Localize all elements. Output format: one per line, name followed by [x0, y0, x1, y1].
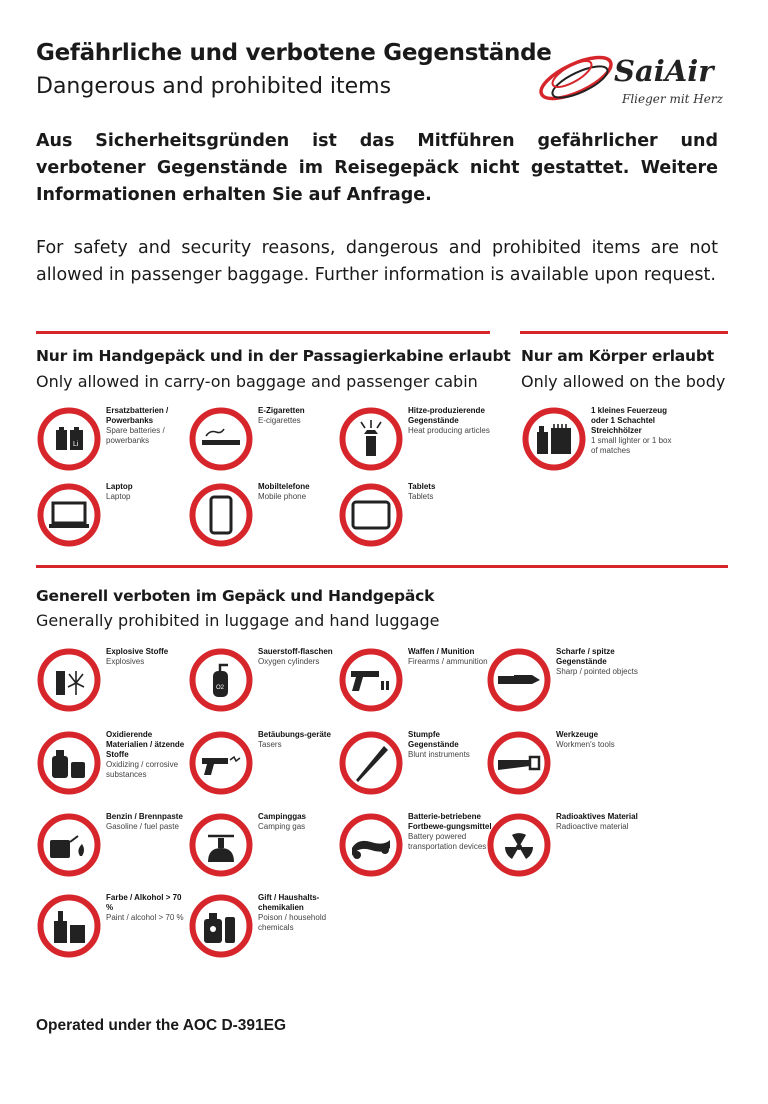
- item-label-de: Explosive Stoffe: [106, 647, 169, 656]
- item-label-en: Poison / household chemicals: [258, 913, 327, 932]
- item-label-de: Mobiltelefone: [258, 482, 310, 491]
- heat-device-icon: [338, 406, 404, 472]
- hoverboard-icon: [338, 812, 404, 878]
- item-label-de: Werkzeuge: [556, 730, 599, 739]
- item-label-en: Battery powered transportation devices: [408, 832, 487, 851]
- firearm-icon: [338, 647, 404, 713]
- tablet-icon: [338, 482, 404, 548]
- item-label-de: Batterie-betriebene Fortbewe-gungsmittel: [408, 812, 492, 831]
- svg-text:Li: Li: [73, 441, 79, 448]
- saw-icon: [486, 730, 552, 796]
- item-gasoline: [36, 812, 186, 884]
- item-mobile-phone: [188, 482, 338, 554]
- item-label-en: 1 small lighter or 1 box of matches: [591, 436, 672, 455]
- section-divider: [36, 565, 728, 568]
- item-label-en: Tablets: [408, 492, 434, 501]
- item-label-en: E-cigarettes: [258, 416, 301, 425]
- item-label-en: Workmen's tools: [556, 740, 615, 749]
- item-label-de: Stumpfe Gegenstände: [408, 730, 459, 749]
- item-label-de: Ersatzbatterien / Powerbanks: [106, 406, 169, 425]
- saiair-logo: [536, 48, 736, 118]
- carry-on-title-en: Only allowed in carry-on baggage and passenger cabin: [36, 372, 478, 391]
- page-title-de: Gefährliche und verbotene Gegenstände: [36, 40, 552, 66]
- brand-name: SaiAir: [614, 54, 714, 88]
- body-only-title-en: Only allowed on the body: [521, 372, 726, 391]
- bat-icon: [338, 730, 404, 796]
- prohibited-title-en: Generally prohibited in luggage and hand luggage: [36, 611, 440, 630]
- oxygen-cylinder-icon: [188, 647, 254, 713]
- mobile-phone-icon: [188, 482, 254, 548]
- item-label-de: Gift / Haushalts-chemikalien: [258, 893, 320, 912]
- item-label-en: Laptop: [106, 492, 131, 501]
- intro-text-en: For safety and security reasons, dangerous and prohibited items are not allowed in passenger baggage. Further information is available upon request.: [36, 238, 718, 285]
- battery-icon: [36, 406, 102, 472]
- item-label-en: Paint / alcohol > 70 %: [106, 913, 184, 922]
- section-divider: [520, 331, 728, 334]
- item-label-de: Betäubungs-geräte: [258, 730, 331, 739]
- item-workmens-tools: [486, 730, 636, 802]
- body-only-title-de: Nur am Körper erlaubt: [521, 347, 715, 365]
- item-label-en: Firearms / ammunition: [408, 657, 488, 666]
- item-label-de: Radioaktives Material: [556, 812, 638, 821]
- item-poison: [188, 893, 338, 965]
- camping-gas-icon: [188, 812, 254, 878]
- item-label-de: Oxidierende Materialien / ätzende Stoffe: [106, 730, 185, 759]
- poison-icon: [188, 893, 254, 959]
- item-label-en: Explosives: [106, 657, 145, 666]
- item-label-en: Oxidizing / corrosive substances: [106, 760, 179, 779]
- item-label-en: Blunt instruments: [408, 750, 470, 759]
- footer-aoc: Operated under the AOC D-391EG: [36, 1017, 287, 1034]
- item-sharp-objects: [486, 647, 636, 719]
- item-corrosive: [36, 730, 186, 802]
- item-label-de: Hitze-produzierende Gegenstände: [408, 406, 485, 425]
- item-explosives: [36, 647, 186, 719]
- item-label-de: Sauerstoff-flaschen: [258, 647, 333, 656]
- item-oxygen-cylinders: [188, 647, 338, 719]
- item-label-de: Benzin / Brennpaste: [106, 812, 183, 821]
- item-label-de: Laptop: [106, 482, 133, 491]
- radioactive-icon: [486, 812, 552, 878]
- explosives-icon: [36, 647, 102, 713]
- brand-tagline: Flieger mit Herz: [622, 92, 723, 106]
- item-radioactive: [486, 812, 636, 884]
- item-label-en: Spare batteries / powerbanks: [106, 426, 165, 445]
- item-firearms: [338, 647, 488, 719]
- item-e-cigarettes: [188, 406, 338, 478]
- item-label-en: Sharp / pointed objects: [556, 667, 638, 676]
- item-label-en: Oxygen cylinders: [258, 657, 320, 666]
- item-heat-producing: [338, 406, 488, 478]
- item-label-en: Mobile phone: [258, 492, 307, 501]
- item-lighter-matches: [521, 406, 671, 478]
- item-blunt-instruments: [338, 730, 488, 802]
- section-divider: [36, 331, 490, 334]
- item-label-de: 1 kleines Feuerzeug oder 1 Schachtel Streichhölzer: [591, 406, 668, 435]
- item-label-de: Scharfe / spitze Gegenstände: [556, 647, 615, 666]
- item-tablets: [338, 482, 488, 554]
- prohibited-title-de: Generell verboten im Gepäck und Handgepäck: [36, 587, 435, 605]
- intro-text-de: Aus Sicherheitsgründen ist das Mitführen gefährlicher und verbotener Gegenstände im Reisegepäck nicht gestattet. Weitere Informationen erhalten Sie auf Anfrage.: [36, 131, 718, 205]
- item-spare-batteries: [36, 406, 186, 478]
- item-camping-gas: [188, 812, 338, 884]
- svg-text:O2: O2: [216, 685, 225, 691]
- item-label-de: Tablets: [408, 482, 436, 491]
- item-battery-transport: [338, 812, 492, 884]
- item-paint-alcohol: [36, 893, 186, 965]
- item-label-de: Waffen / Munition: [408, 647, 475, 656]
- fuel-icon: [36, 812, 102, 878]
- item-label-en: Gasoline / fuel paste: [106, 822, 179, 831]
- carry-on-title-de: Nur im Handgepäck und in der Passagierkabine erlaubt: [36, 347, 511, 365]
- paint-alcohol-icon: [36, 893, 102, 959]
- item-label-de: E-Zigaretten: [258, 406, 305, 415]
- item-label-de: Farbe / Alkohol > 70 %: [106, 893, 182, 912]
- knife-icon: [486, 647, 552, 713]
- item-label-en: Tasers: [258, 740, 282, 749]
- e-cigarette-icon: [188, 406, 254, 472]
- taser-icon: [188, 730, 254, 796]
- laptop-icon: [36, 482, 102, 548]
- item-label-en: Heat producing articles: [408, 426, 490, 435]
- item-label-en: Radioactive material: [556, 822, 629, 831]
- page-title-en: Dangerous and prohibited items: [36, 74, 392, 99]
- corrosive-icon: [36, 730, 102, 796]
- item-tasers: [188, 730, 338, 802]
- lighter-matches-icon: [521, 406, 587, 472]
- item-laptop: [36, 482, 186, 554]
- item-label-de: Campinggas: [258, 812, 307, 821]
- item-label-en: Camping gas: [258, 822, 306, 831]
